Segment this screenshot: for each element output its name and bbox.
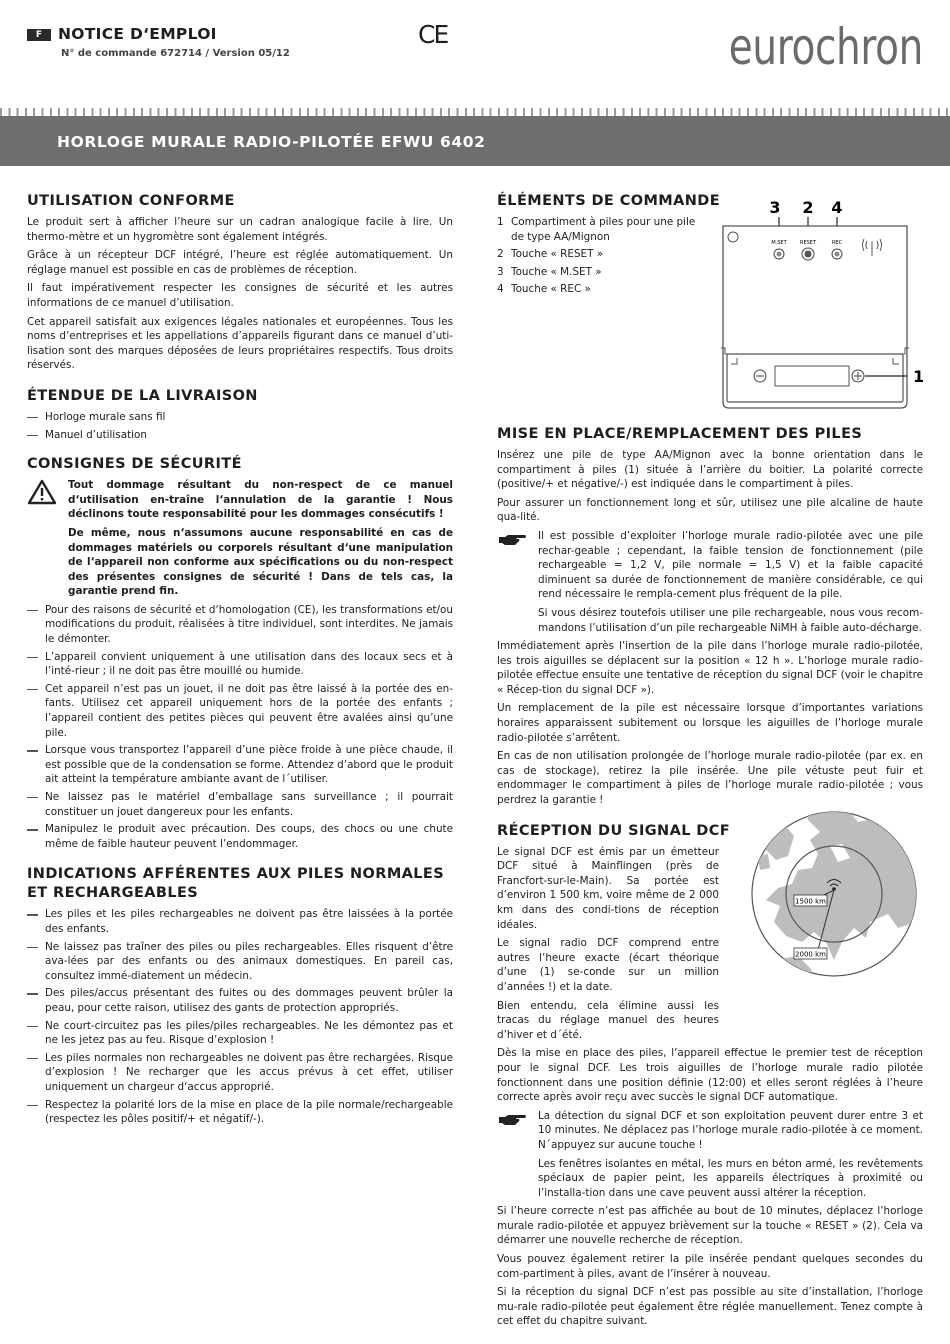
language-badge: F [27, 29, 51, 41]
section-heading-mise-en-place: MISE EN PLACE/REMPLACEMENT DES PILES [497, 425, 863, 442]
note-text: La détection du signal DCF et son exploitation peuvent durer entre 3 et 10 minutes. Ne déplacez pas l’horloge murale radio-pilotée à ce moment. N´appuyez sur aucune touche ! [538, 1109, 923, 1151]
section-heading-piles: INDICATIONS AFFÉRENTES AUX PILES NORMALES ET RECHARGEABLES [27, 866, 445, 902]
list-item: L’appareil convient uniquement à une utilisation dans des locaux secs et à l’inté-rieur ; il ne doit pas être mouillé ou humide. [27, 650, 453, 679]
callout-4: 4 [831, 198, 843, 217]
brand-logo: eurochron [728, 18, 923, 76]
notice-title: NOTICE D‘EMPLOI [58, 25, 217, 43]
left-column [27, 192, 453, 1130]
callout-2: 2 [802, 198, 814, 217]
list-item: Manuel d’utilisation [27, 428, 453, 443]
list-item: Ne court-circuitez pas les piles/piles rechargeables. Ne les démontez pas et ne les jetez pas au feu. Risque d’explosion ! [27, 1019, 453, 1048]
warning-text: Tout dommage résultant du non-respect de ce manuel d‘utilisation en-traîne l‘annulation de la garantie ! Nous déclinons toute responsabilité pour les dommages consécutifs ! [68, 479, 453, 521]
paragraph: Il faut impérativement respecter les consignes de sécurité et les autres informations de ce manuel d’utilisation. [27, 282, 453, 309]
pointing-hand-icon [499, 1111, 527, 1130]
list-item: Les piles normales non rechargeables ne doivent pas être rechargées. Risque d’explosion ! Ne recharger que les accus prévus à cet effet, utiliser uniquement un chargeur d‘accus approprié. [27, 1051, 453, 1095]
section-heading-dcf: RÉCEPTION DU SIGNAL DCF [497, 822, 731, 839]
paragraph: Vous pouvez également retirer la pile insérée pendant quelques secondes du com-partiment à piles, avant de l’insérer à nouveau. [497, 1253, 923, 1280]
product-title: HORLOGE MURALE RADIO-PILOTÉE EFWU 6402 [57, 133, 486, 151]
list-item: Ne laissez pas le matériel d’emballage sans surveillance ; il pourrait constituer un jouet dangereux pour les enfants. [27, 790, 453, 819]
list-item: Cet appareil n’est pas un jouet, il ne doit pas être laissé à la portée des en-fants. Utilisez cet appareil uniquement hors de la portée des enfants ; l’appareil contient des petites pièces qui peuvent être avalées ainsi qu’une pile. [27, 682, 453, 740]
list-item: Pour des raisons de sécurité et d‘homologation (CE), les transformations et/ou modifications du produit, réalisées à titre individuel, sont interdites. Ne jamais le démonter. [27, 603, 453, 647]
rec-label: REC [831, 240, 843, 246]
clock-back-diagram [715, 196, 925, 411]
paragraph: Si l’heure correcte n’est pas affichée au bout de 10 minutes, déplacez l’horloge murale radio-pilotée et appuyez brièvement sur la touche « RESET » (2). Cela va démarrer une nouvelle recherche de réception. [497, 1205, 923, 1247]
list-item: Des piles/accus présentant des fuites ou des dommages peuvent brûler la peau, pour cette raison, utilisez des gants de protection appropriés. [27, 986, 453, 1015]
warning-triangle-icon [27, 479, 57, 509]
note-text: Si vous désirez toutefois utiliser une pile rechargeable, nous vous recom-mandons l’utilisation d’un pile rechargeable NiMH à faible auto-décharge. [538, 606, 923, 634]
section-heading-elements: ÉLÉMENTS DE COMMANDE [497, 193, 721, 209]
paragraph: Immédiatement après l’insertion de la pile dans l’horloge murale radio-pilotée, les trois aiguilles se déplacent sur la position « 12 h ». L’horloge murale radio-pilotée effectue ensuite une tentative de réception du signal DCF (voir le chapitre « Récep-tion du signal DCF »). [497, 640, 923, 696]
warning-block [27, 478, 453, 599]
note-block [497, 529, 923, 635]
map-label-2000: 2000 km [795, 950, 826, 959]
list-item: Respectez la polarité lors de la mise en place de la pile normale/rechargeable (respectez les pôles positif/+ et négatif/-). [27, 1098, 453, 1127]
numbered-item: 4 Touche « REC » [497, 283, 591, 296]
section-heading-utilisation: UTILISATION CONFORME [27, 193, 235, 209]
paragraph: Si la réception du signal DCF n’est pas possible au site d’installation, l’horloge mu-rale radio-pilotée peut également être réglée manuellement. Tenez compte à cet effet du chapitre suivant. [497, 1286, 923, 1328]
paragraph: Cet appareil satisfait aux exigences légales nationales et européennes. Tous les noms d’entreprises et les appellations d’appareils figurant dans ce manuel d’uti-lisation sont des marques déposées de leurs propriétaires respectifs. Tous droits réservés. [27, 315, 453, 372]
note-text: Il est possible d’exploiter l’horloge murale radio-pilotée avec une pile rechar-geable ; cependant, la faible tension de fonctionnement (pile rechargeable = 1,2 V, pile normale = 1,5 V) et la faible capacité diminuent sa durée de fonctionnement de manière considérable, ce qui rend nécessaire le rempla-cement plus fréquent de la pile. [538, 529, 923, 601]
paragraph: Un remplacement de la pile est nécessaire lorsque d’importantes variations horaires apparaissent subitement ou lorsque les aiguilles de l’horloge murale radio-pilotée s’arrêtent. [497, 702, 923, 744]
ce-mark-logo: CE [418, 20, 448, 49]
warning-text: De même, nous n‘assumons aucune responsabilité en cas de dommages matériels ou corporels résultant d‘une manipulation de l‘appareil non conforme aux spécifications ou du non-respect des présentes consignes de sécurité ! Dans de tels cas, la garantie prend fin. [68, 526, 453, 598]
numbered-item: 2 Touche « RESET » [497, 248, 604, 261]
pointing-hand-icon [499, 531, 527, 550]
list-item: Horloge murale sans fil [27, 410, 453, 425]
paragraph: En cas de non utilisation prolongée de l’horloge murale radio-pilotée (par ex. en cas de stockage), retirez la pile insérée. Une pile vétuste peut fuir et endommager le compartiment à piles de l’horloge murale radio-pilotée ; vous perdrez la garantie ! [497, 750, 923, 807]
list-item: Ne laissez pas traîner des piles ou piles rechargeables. Elles risquent d’être ava-lées par des enfants ou des animaux domestiques. En pareil cas, consultez immé-diatement un médecin. [27, 940, 453, 984]
callout-3: 3 [769, 198, 781, 217]
paragraph: Dès la mise en place des piles, l’appareil effectue le premier test de réception pour le signal DCF. Les trois aiguilles de l’horloge murale radio pilotée fonctionnent dans une position définie (12:00) et elles seront réglées à l’heure correcte après avoir reçu avec succès le signal DCF automatique. [497, 1047, 923, 1104]
reset-label: RESET [799, 240, 817, 246]
paragraph: Insérez une pile de type AA/Mignon avec la bonne orientation dans le compartiment à piles (1) située à l’arrière du boitier. La polarité correcte (positive/+ et négative/-) est indiquée dans le compartiment à piles. [497, 448, 923, 491]
paragraph: Le signal DCF est émis par un émetteur DCF situé à Mainflingen (près de Francfort-sur-le-Main). Sa portée est d’environ 1 500 km, voire même de 2 000 km dans des condi-tions de réception idéales. [497, 845, 719, 931]
paragraph: Le produit sert à afficher l’heure sur un cadran analogique facile à lire. Un thermo-mètre et un hygromètre sont également intégrés. [27, 216, 453, 243]
order-number: N° de commande 672714 / Version 05/12 [61, 48, 290, 59]
section-heading-livraison: ÉTENDUE DE LA LIVRAISON [27, 387, 258, 404]
paragraph: Le signal radio DCF comprend entre autres l’heure exacte (écart théorique d’une (1) se-conde sur un million d’années !) et la date. [497, 937, 719, 993]
paragraph: Pour assurer un fonctionnement long et sûr, utilisez une pile alcaline de haute qua-lité. [497, 496, 923, 524]
list-item: Lorsque vous transportez l’appareil d’une pièce froide à une pièce chaude, il est possible que de la condensation se forme. Attendez d’abord que le produit ait atteint la température ambiante avant de l´utiliser. [27, 743, 453, 787]
mset-label: M.SET [771, 240, 787, 246]
list-item: Les piles et les piles rechargeables ne doivent pas être laissées à la portée des enfants. [27, 907, 453, 936]
callout-1: 1 [913, 367, 925, 386]
numbered-item: 3 Touche « M.SET » [497, 265, 602, 278]
note-block [497, 1109, 923, 1201]
dcf-range-map [738, 810, 922, 990]
list-item: Manipulez le produit avec précaution. Des coups, des chocs ou une chute même de faible hauteur peuvent l’endommager. [27, 822, 453, 851]
map-label-1500: 1500 km [795, 897, 826, 906]
paragraph: Grâce à un récepteur DCF intégré, l’heure est réglée automatiquement. Un réglage manuel est possible en cas de problèmes de réception. [27, 249, 453, 276]
paragraph: Bien entendu, cela élimine aussi les tracas du réglage manuel des heures d’hiver et d´été. [497, 999, 719, 1041]
note-text: Les fenêtres isolantes en métal, les murs en béton armé, les revêtements spéciaux de papier peint, les appareils électriques à proximité ou l’installa-tion dans une cave peuvent aussi altérer la réception. [538, 1157, 923, 1199]
numbered-item: 1 Compartiment à piles pour une pile de type AA/Mignon [497, 216, 696, 243]
section-heading-securite: CONSIGNES DE SÉCURITÉ [27, 456, 242, 473]
ruler-divider [0, 108, 950, 116]
